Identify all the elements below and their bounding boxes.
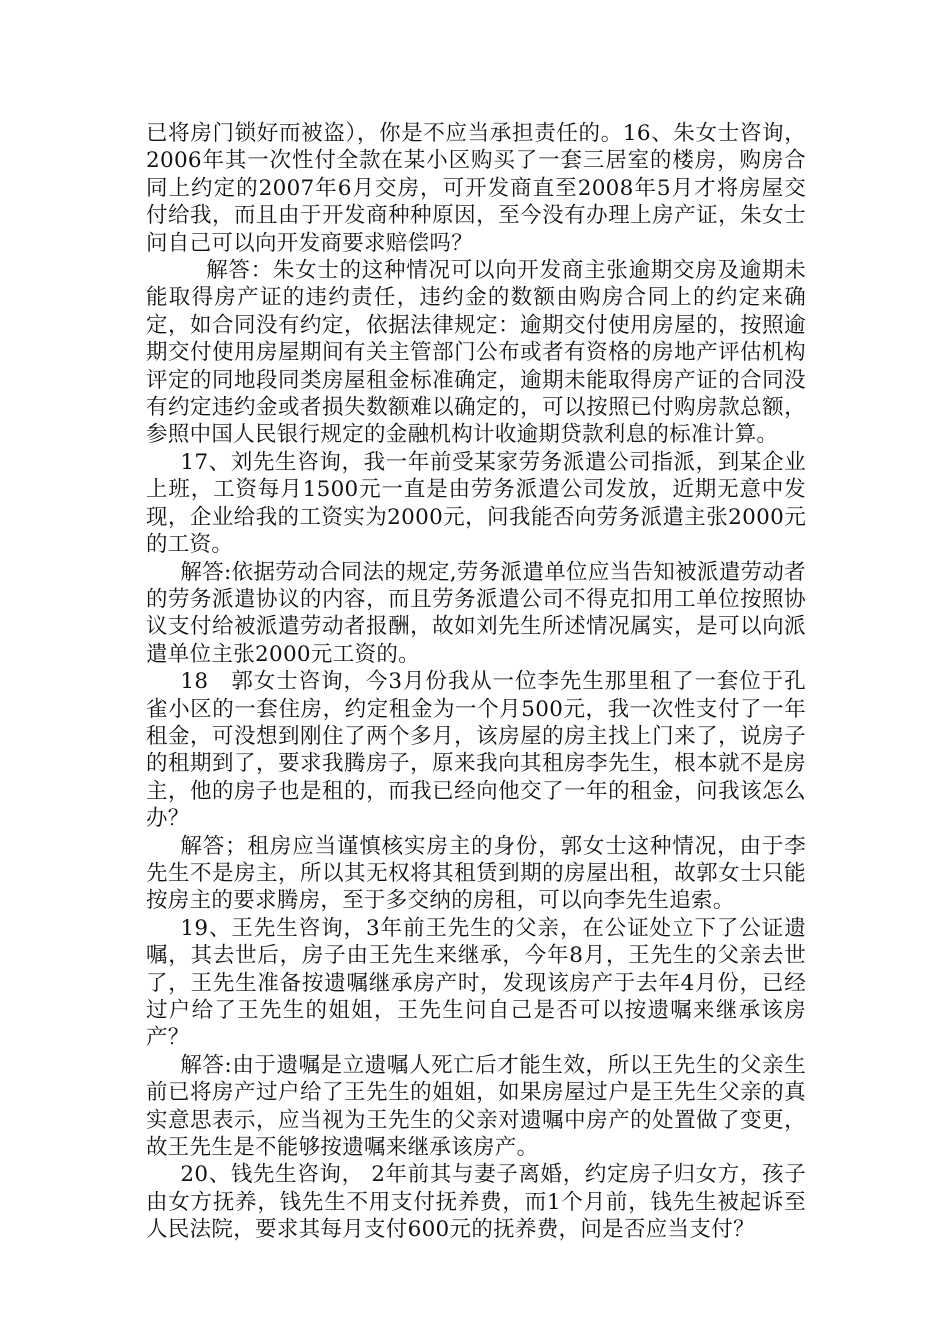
paragraph-answer-19: 解答:由于遗嘱是立遗嘱人死亡后才能生效，所以王先生的父亲生前已将房产过户给了王先生的姐姐，如果房屋过户是王先生父亲的真实意思表示，应当视为王先生的父亲对遗嘱中房产的处置做了变更，故王先生是不能够按遗嘱来继承该房产。 [146,1052,806,1161]
paragraph-answer-16: 解答：朱女士的这种情况可以向开发商主张逾期交房及逾期未能取得房产证的违约责任，违约金的数额由购房合同上的约定来确定，如合同没有约定，依据法律规定：逾期交付使用房屋的，按照逾期交付使用房屋期间有关主管部门公布或者有资格的房地产评估机构评定的同地段同类房屋租金标准确定，逾期未能取得房产证的合同没有约定违约金或者损失数额难以确定的，可以按照已付购房款总额，参照中国人民银行规定的金融机构计收逾期贷款利息的标准计算。 [146,258,806,448]
paragraph-answer-17: 解答:依据劳动合同法的规定,劳务派遣单位应当告知被派遣劳动者的劳务派遣协议的内容，而且劳务派遣公司不得克扣用工单位按照协议支付给被派遣劳动者报酬，故如刘先生所述情况属实，是可以向派遣单位主张2000元工资的。 [146,559,806,667]
document-page [146,120,806,1244]
paragraph-question-19: 19、王先生咨询，3年前王先生的父亲，在公证处立下了公证遗嘱，其去世后，房子由王先生来继承，今年8月，王先生的父亲去世了，王先生准备按遗嘱继承房产时，发现该房产于去年4月份，已经过户给了王先生的姐姐，王先生问自己是否可以按遗嘱来继承该房产？ [146,915,806,1051]
paragraph-answer-18: 解答；租房应当谨慎核实房主的身份，郭女士这种情况，由于李先生不是房主，所以其无权将其租赁到期的房屋出租，故郭女士只能按房主的要求腾房，至于多交纳的房租，可以向李先生追索。 [146,833,806,914]
paragraph-question-20: 20、钱先生咨询， 2年前其与妻子离婚，约定房子归女方，孩子由女方抚养，钱先生不用支付抚养费，而1个月前，钱先生被起诉至人民法院，要求其每月支付600元的抚养费，问是否应当支付？ [146,1162,806,1243]
paragraph-question-18: 18 郭女士咨询，今3月份我从一位李先生那里租了一套位于孔雀小区的一套住房，约定租金为一个月500元，我一次性支付了一年租金，可没想到刚住了两个多月，该房屋的房主找上门来了，说房子的租期到了，要求我腾房子，原来我向其租房李先生，根本就不是房主，他的房子也是租的，而我已经向他交了一年的租金，问我该怎么办？ [146,669,806,832]
paragraph-continuation-q16: 已将房门锁好而被盗），你是不应当承担责任的。16、朱女士咨询，2006年其一次性付全款在某小区购买了一套三居室的楼房，购房合同上约定的2007年6月交房，可开发商直至2008年5月才将房屋交付给我，而且由于开发商种种原因，至今没有办理上房产证，朱女士问自己可以向开发商要求赔偿吗？ [146,121,806,256]
paragraph-question-17: 17、刘先生咨询，我一年前受某家劳务派遣公司指派，到某企业上班，工资每月1500元一直是由劳务派遣公司发放，近期无意中发现，企业给我的工资实为2000元，问我能否向劳务派遣主张2000元的工资。 [146,449,806,558]
